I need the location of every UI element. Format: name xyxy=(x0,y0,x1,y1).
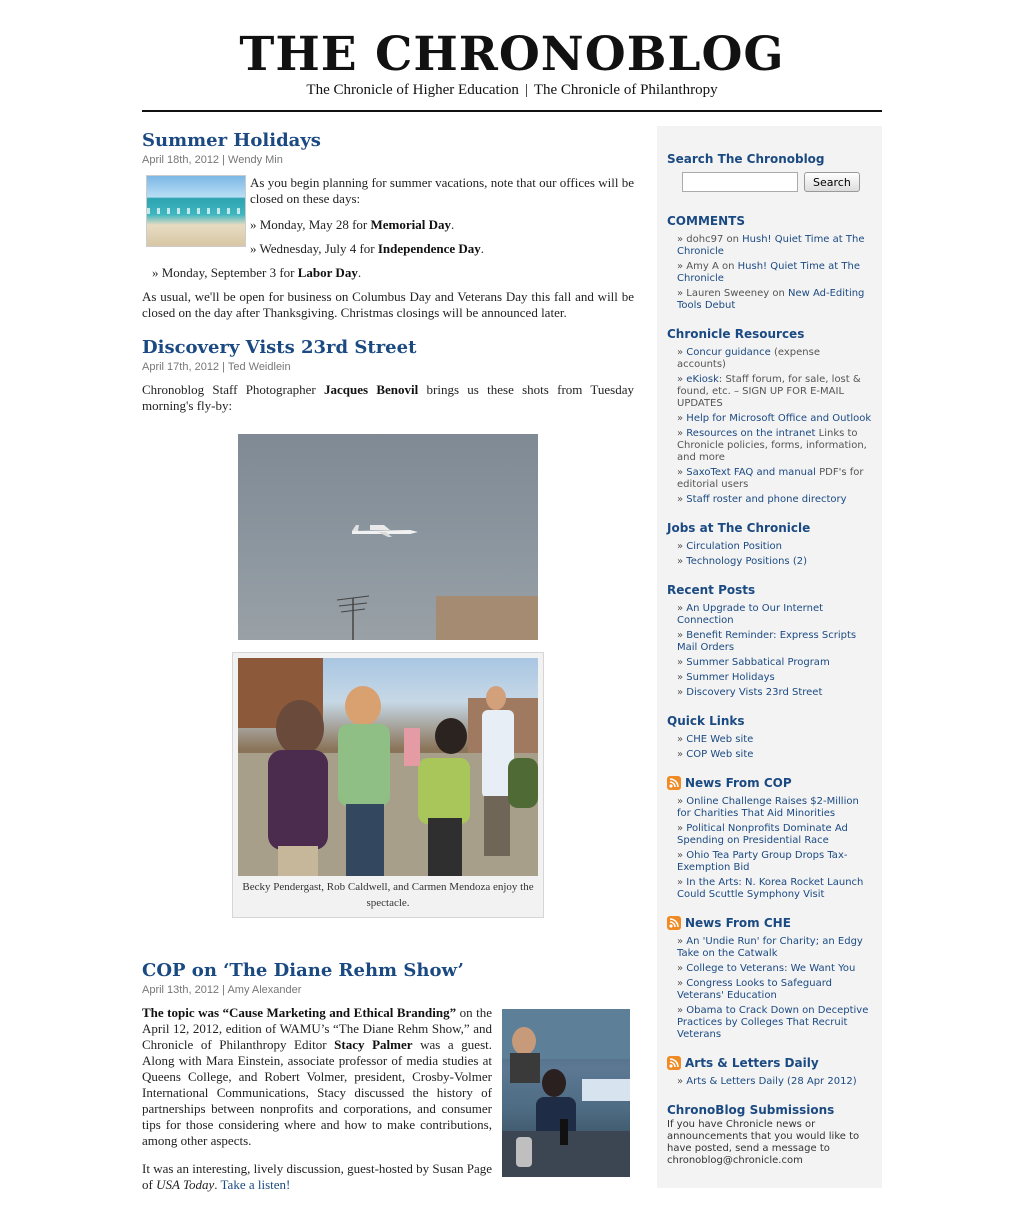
post-body xyxy=(142,175,634,321)
comments-title: COMMENTS xyxy=(667,214,745,228)
list-item xyxy=(677,936,872,960)
site-title[interactable]: THE CHRONOBLOG xyxy=(239,27,785,82)
post-paragraph: As you begin planning for summer vacations, note that our offices will be closed on these days: xyxy=(250,175,634,206)
meta-separator: | xyxy=(222,984,225,996)
quick-links-widget xyxy=(667,714,872,761)
comment-post-link[interactable]: Hush! Quiet Time at The Chronicle xyxy=(677,234,865,257)
list-item xyxy=(677,1005,872,1041)
submissions-text: If you have Chronicle news or announcements that you would like to have posted, send a message to chronoblog@chronicle.com xyxy=(667,1119,860,1166)
building-shape xyxy=(436,596,538,640)
post-paragraph: The topic was “Cause Marketing and Ethical Branding” on the April 12, 2012, edition of WAMU’s “The Diane Rehm Show,” and Chronicle of Philanthropy Editor Stacy Palmer was a guest. Along with Mara Einstein, associate professor of media studies at Queens College, and Robert Volmer, president, Crosby-Volmer International Communications, Stacy discussed the history of partnerships between nonprofits and corporations, and consumer tips for those considering where and how to make contributions, among other aspects. xyxy=(142,1005,492,1148)
news-link[interactable]: An 'Undie Run' for Charity; an Edgy Take on the Catwalk xyxy=(677,936,863,959)
recent-post-link[interactable]: An Upgrade to Our Internet Connection xyxy=(677,603,824,626)
news-link[interactable]: Political Nonprofits Dominate Ad Spending on Presidential Race xyxy=(677,823,848,846)
post-body xyxy=(142,382,634,918)
resource-link[interactable]: SaxoText FAQ and manual xyxy=(686,467,816,478)
list-item: » Amy A on Hush! Quiet Time at The Chronicle xyxy=(677,261,872,285)
rss-icon[interactable] xyxy=(667,1056,681,1070)
comments-widget xyxy=(667,214,872,312)
photo-caption: Becky Pendergast, Rob Caldwell, and Carmen Mendoza enjoy the spectacle. xyxy=(242,881,534,909)
list-item: » Resources on the intranet Links to Chronicle policies, forms, information, and more xyxy=(677,428,872,464)
sidebar xyxy=(657,126,882,1188)
recent-post-link[interactable]: Summer Holidays xyxy=(686,672,775,683)
main-content xyxy=(142,128,634,1203)
list-item xyxy=(677,630,872,654)
jobs-title: Jobs at The Chronicle xyxy=(667,521,811,535)
post-paragraph: As usual, we'll be open for business on Columbus Day and Veterans Day this fall and will be closed on the day after Thanksgiving. Christmas closings will be announced later. xyxy=(142,289,634,320)
cop-news-list xyxy=(667,796,872,901)
list-item xyxy=(677,823,872,847)
list-item xyxy=(677,541,872,553)
post-author: Ted Weidlein xyxy=(227,361,291,373)
arts-letters-title: Arts & Letters Daily xyxy=(667,1056,872,1070)
search-title: Search The Chronoblog xyxy=(667,152,825,166)
search-form xyxy=(667,172,872,192)
post-title-link[interactable]: Summer Holidays xyxy=(142,130,321,151)
resource-link[interactable]: Resources on the intranet xyxy=(686,428,816,439)
comment-post-link[interactable]: New Ad-Editing Tools Debut xyxy=(677,288,865,311)
recent-posts-list xyxy=(667,603,872,699)
list-item: » Wednesday, July 4 for Independence Day. xyxy=(250,241,485,256)
che-news-widget xyxy=(667,916,872,1041)
shuttle-flyby-photo[interactable] xyxy=(238,434,538,640)
photo-caption-box xyxy=(232,652,544,918)
post-diane-rehm xyxy=(142,958,634,1193)
list-item: » Monday, May 28 for Memorial Day. xyxy=(250,217,455,232)
jobs-list xyxy=(667,541,872,568)
post-meta xyxy=(142,984,634,996)
beach-photo xyxy=(146,175,246,247)
list-item xyxy=(677,603,872,627)
news-link[interactable]: Arts & Letters Daily (28 Apr 2012) xyxy=(686,1076,857,1087)
tagline-cop: The Chronicle of Philanthropy xyxy=(533,82,718,98)
list-item xyxy=(677,850,872,874)
list-item xyxy=(677,657,872,669)
list-item xyxy=(677,1076,872,1088)
resources-widget xyxy=(667,327,872,506)
list-item: » Concur guidance (expense accounts) xyxy=(677,347,872,371)
list-item xyxy=(677,556,872,568)
post-discovery xyxy=(142,335,634,918)
quick-link[interactable]: COP Web site xyxy=(686,749,754,760)
post-date: April 13th, 2012 xyxy=(142,984,220,996)
post-summer-holidays xyxy=(142,128,634,321)
resource-link[interactable]: eKiosk xyxy=(686,374,719,385)
post-meta xyxy=(142,361,634,373)
news-link[interactable]: Online Challenge Raises $2-Million for Charities That Aid Minorities xyxy=(677,796,859,819)
rss-icon[interactable] xyxy=(667,776,681,790)
list-item xyxy=(677,877,872,901)
cop-news-title: News From COP xyxy=(667,776,872,790)
arts-letters-widget xyxy=(667,1056,872,1088)
resource-link[interactable]: Staff roster and phone directory xyxy=(686,494,847,505)
resource-link[interactable]: Concur guidance xyxy=(686,347,771,358)
tagline xyxy=(142,82,882,99)
quick-links-title: Quick Links xyxy=(667,714,745,728)
list-item xyxy=(677,978,872,1002)
news-link[interactable]: Obama to Crack Down on Deceptive Practices by Colleges That Recruit Veterans xyxy=(677,1005,869,1040)
list-item xyxy=(677,749,872,761)
post-date: April 17th, 2012 xyxy=(142,361,220,373)
resources-title: Chronicle Resources xyxy=(667,327,805,341)
news-link[interactable]: Congress Looks to Safeguard Veterans' Education xyxy=(677,978,832,1001)
list-item: » Monday, September 3 for Labor Day. xyxy=(152,265,362,280)
post-title-link[interactable]: Discovery Vists 23rd Street xyxy=(142,337,417,358)
meta-separator: | xyxy=(222,361,225,373)
post-body xyxy=(142,1005,634,1193)
resource-link[interactable]: Help for Microsoft Office and Outlook xyxy=(686,413,872,424)
quick-links-list xyxy=(667,734,872,761)
post-title-link[interactable]: COP on ‘The Diane Rehm Show’ xyxy=(142,960,464,981)
jobs-widget xyxy=(667,521,872,568)
comments-list xyxy=(667,234,872,312)
spectators-photo[interactable] xyxy=(238,658,538,876)
list-item xyxy=(677,687,872,699)
list-item xyxy=(677,796,872,820)
list-item xyxy=(677,734,872,746)
resources-list xyxy=(667,347,872,506)
meta-separator: | xyxy=(222,154,225,166)
news-link[interactable]: College to Veterans: We Want You xyxy=(686,963,856,974)
submissions-widget xyxy=(667,1103,872,1167)
studio-illustration xyxy=(502,1009,630,1177)
submissions-title: ChronoBlog Submissions xyxy=(667,1103,835,1117)
list-item xyxy=(677,494,872,506)
news-link[interactable]: Ohio Tea Party Group Drops Tax-Exemption Bid xyxy=(677,850,848,873)
comment-post-link[interactable]: Hush! Quiet Time at The Chronicle xyxy=(677,261,860,284)
post-date: April 18th, 2012 xyxy=(142,154,220,166)
list-item: » eKiosk: Staff forum, for sale, lost & found, etc. – SIGN UP FOR E-MAIL UPDATES xyxy=(677,374,872,410)
arts-letters-list xyxy=(667,1076,872,1088)
search-button[interactable]: Search xyxy=(804,172,860,192)
antenna-icon xyxy=(333,590,373,640)
listen-link[interactable]: Take a listen! xyxy=(220,1177,291,1192)
site-header xyxy=(142,26,882,112)
rss-icon[interactable] xyxy=(667,916,681,930)
list-item: » dohc97 on Hush! Quiet Time at The Chronicle xyxy=(677,234,872,258)
news-link[interactable]: In the Arts: N. Korea Rocket Launch Could Scuttle Symphony Visit xyxy=(677,877,864,900)
list-item xyxy=(677,963,872,975)
shuttle-plane-icon xyxy=(350,522,420,538)
post-author: Wendy Min xyxy=(228,154,283,166)
recent-post-link[interactable]: Benefit Reminder: Express Scripts Mail Orders xyxy=(677,630,857,653)
recent-post-link[interactable]: Discovery Vists 23rd Street xyxy=(686,687,823,698)
post-meta xyxy=(142,154,634,166)
cop-news-widget xyxy=(667,776,872,901)
tagline-che: The Chronicle of Higher Education xyxy=(306,82,519,98)
recent-posts-title: Recent Posts xyxy=(667,583,756,597)
list-item: » Lauren Sweeney on New Ad-Editing Tools Debut xyxy=(677,288,872,312)
job-link[interactable]: Circulation Position xyxy=(686,541,782,552)
list-item: » SaxoText FAQ and manual PDF's for editorial users xyxy=(677,467,872,491)
che-news-title: News From CHE xyxy=(667,916,872,930)
people-illustration xyxy=(238,658,538,876)
radio-studio-photo[interactable] xyxy=(502,1009,630,1177)
post-author: Amy Alexander xyxy=(227,984,302,996)
post-paragraph: Chronoblog Staff Photographer Jacques Benovil brings us these shots from Tuesday morning's fly-by: xyxy=(142,382,634,413)
list-item xyxy=(677,413,872,425)
tagline-separator: | xyxy=(524,82,528,98)
che-news-list xyxy=(667,936,872,1041)
recent-posts-widget xyxy=(667,583,872,699)
job-link[interactable]: Technology Positions (2) xyxy=(686,556,807,567)
search-widget xyxy=(667,152,872,192)
list-item xyxy=(677,672,872,684)
quick-link[interactable]: CHE Web site xyxy=(686,734,754,745)
post-paragraph: It was an interesting, lively discussion, guest-hosted by Susan Page of USA Today. Take a listen! xyxy=(142,1161,492,1192)
search-input[interactable] xyxy=(682,172,798,192)
recent-post-link[interactable]: Summer Sabbatical Program xyxy=(686,657,830,668)
